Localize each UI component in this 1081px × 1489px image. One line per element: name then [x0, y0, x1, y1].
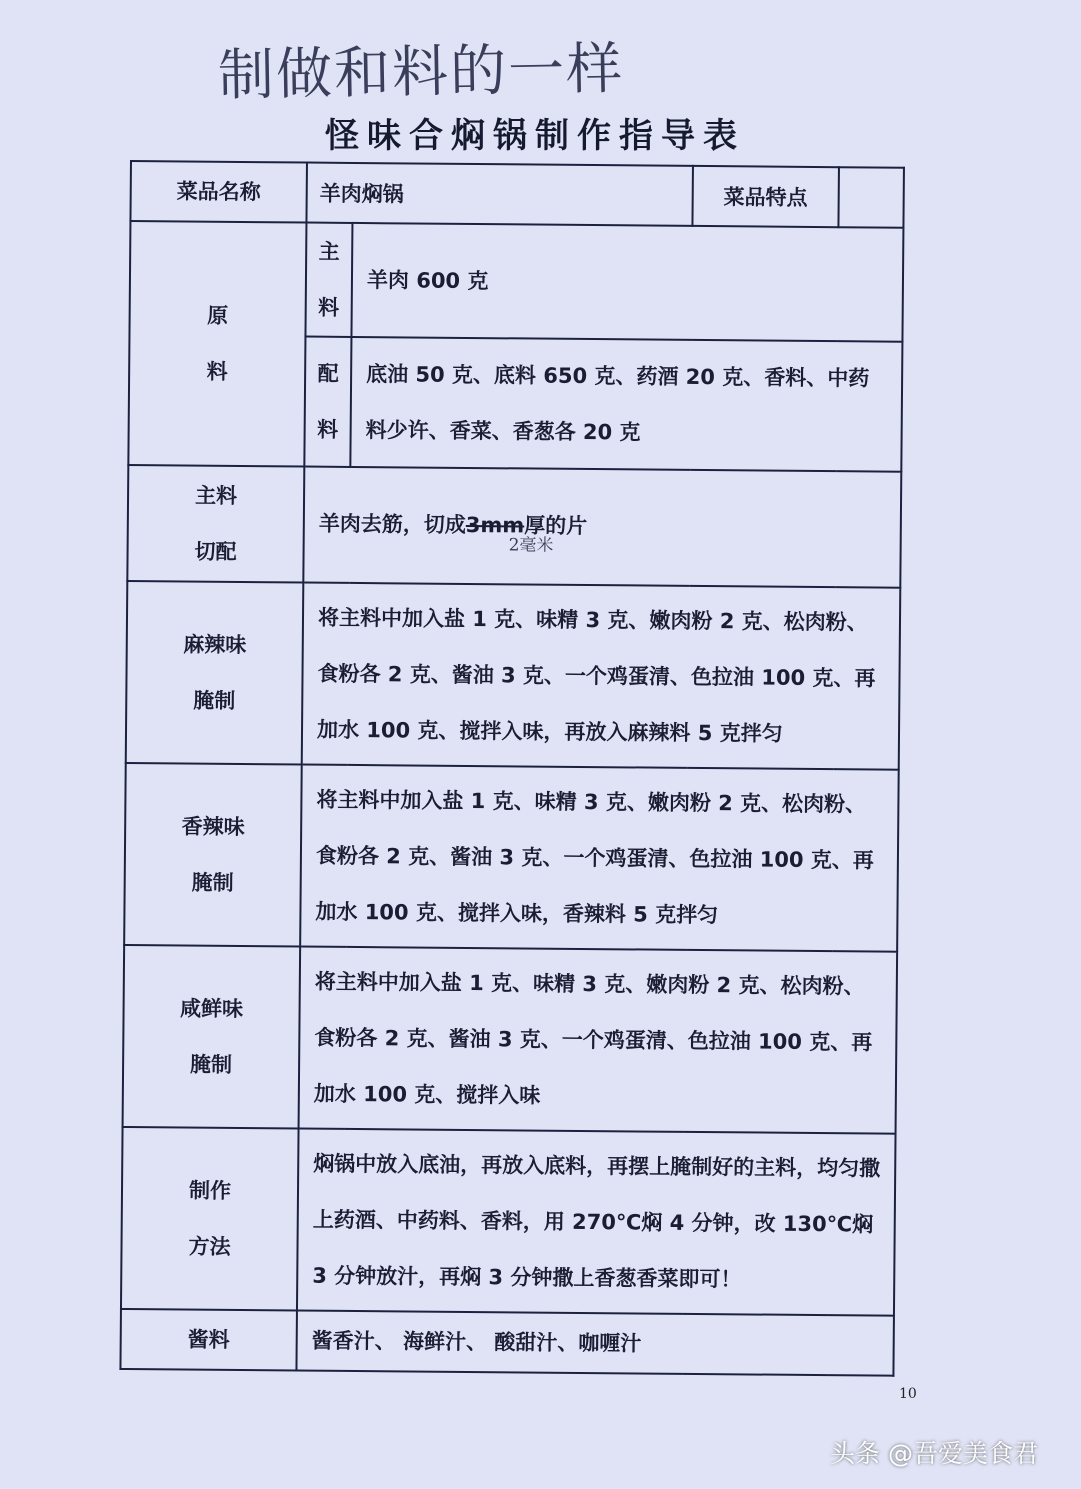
side-ingredient-value: 底油 50 克、底料 650 克、药酒 20 克、香料、中药料少许、香菜、香葱各 20 克: [350, 337, 902, 472]
method-label: [121, 1127, 299, 1311]
dish-name-value: 羊肉焖锅: [306, 163, 692, 226]
sauce-text: 酱香汁、 海鲜汁、 酸甜汁、咖喱汁: [296, 1311, 894, 1376]
xiangla-label: [124, 763, 302, 947]
watermark: 头条 @吾爱美食君: [830, 1439, 1038, 1468]
sauce-row: [120, 1309, 893, 1376]
ingredients-label-line2: 料: [206, 359, 228, 384]
ingredients-main-row: [129, 221, 903, 342]
mala-row: [126, 581, 901, 770]
dish-name-label: 菜品名称: [130, 161, 307, 223]
cutting-value: [303, 467, 901, 588]
xiangla-label-line2: 腌制: [191, 870, 234, 895]
cutting-label: [127, 465, 304, 583]
cutting-row: [127, 465, 901, 588]
main-ingredient-label-1: 主: [318, 239, 340, 264]
mala-text: 将主料中加入盐 1 克、味精 3 克、嫩肉粉 2 克、松肉粉、食粉各 2 克、酱油 3 克、一个鸡蛋清、色拉油 100 克、再加水 100 克、搅拌入味，再放入麻辣料 5 克拌匀: [302, 583, 901, 770]
cutting-handwritten-correction: 2毫米: [508, 535, 554, 556]
method-text: 焖锅中放入底油，再放入底料，再摆上腌制好的主料，均匀撒上药酒、中药料、香料，用 270℃焖 4 分钟，改 130℃焖 3 分钟放汁，再焖 3 分钟撒上香葱香菜即可！: [297, 1129, 896, 1316]
main-ingredient-value: 羊肉 600 克: [351, 223, 903, 342]
mala-label-line1: 麻辣味: [183, 632, 247, 658]
cutting-text-before: 羊肉去筋，切成: [318, 511, 466, 537]
cutting-struck-text: 3mm: [465, 512, 525, 538]
header-row: [130, 161, 903, 228]
xianxian-label-line1: 咸鲜味: [179, 996, 244, 1022]
cutting-text-after: 厚的片: [524, 513, 588, 539]
xianxian-text: 将主料中加入盐 1 克、味精 3 克、嫩肉粉 2 克、松肉粉、食粉各 2 克、酱油 3 克、一个鸡蛋清、色拉油 100 克、再加水 100 克、搅拌入味: [299, 947, 898, 1134]
xianxian-label: [123, 945, 301, 1129]
side-ingredient-label: [304, 337, 351, 467]
ingredients-label-line1: 原: [207, 303, 229, 328]
xiangla-row: [124, 763, 899, 952]
xiangla-text: 将主料中加入盐 1 克、味精 3 克、嫩肉粉 2 克、松肉粉、食粉各 2 克、酱油 3 克、一个鸡蛋清、色拉油 100 克、再加水 100 克、搅拌入味，香辣料 5 克拌匀: [300, 765, 899, 952]
side-ingredient-label-1: 配: [317, 361, 339, 386]
handwritten-note: 制做和料的一样: [217, 36, 625, 109]
method-label-line2: 方法: [188, 1234, 231, 1259]
xianxian-row: [123, 945, 898, 1134]
xiangla-label-line1: 香辣味: [181, 814, 245, 840]
main-ingredient-label-2: 料: [318, 295, 340, 320]
feature-value: [838, 167, 904, 228]
mala-label-line2: 腌制: [193, 688, 236, 713]
feature-label: 菜品特点: [692, 166, 839, 227]
side-ingredient-label-2: 料: [317, 417, 339, 442]
mala-label: [126, 581, 304, 765]
page-title: 怪味合焖锅制作指导表: [325, 116, 745, 156]
cutting-label-line1: 主料: [194, 483, 238, 508]
xianxian-label-line2: 腌制: [190, 1052, 233, 1077]
page-number: 10: [899, 1386, 917, 1402]
sauce-label: 酱料: [120, 1309, 297, 1371]
guide-table: [119, 160, 905, 1377]
cutting-label-line2: 切配: [194, 539, 237, 564]
method-label-line1: 制作: [188, 1178, 232, 1203]
method-row: [121, 1127, 896, 1316]
main-ingredient-label: [305, 223, 352, 337]
ingredients-label: [128, 221, 306, 467]
